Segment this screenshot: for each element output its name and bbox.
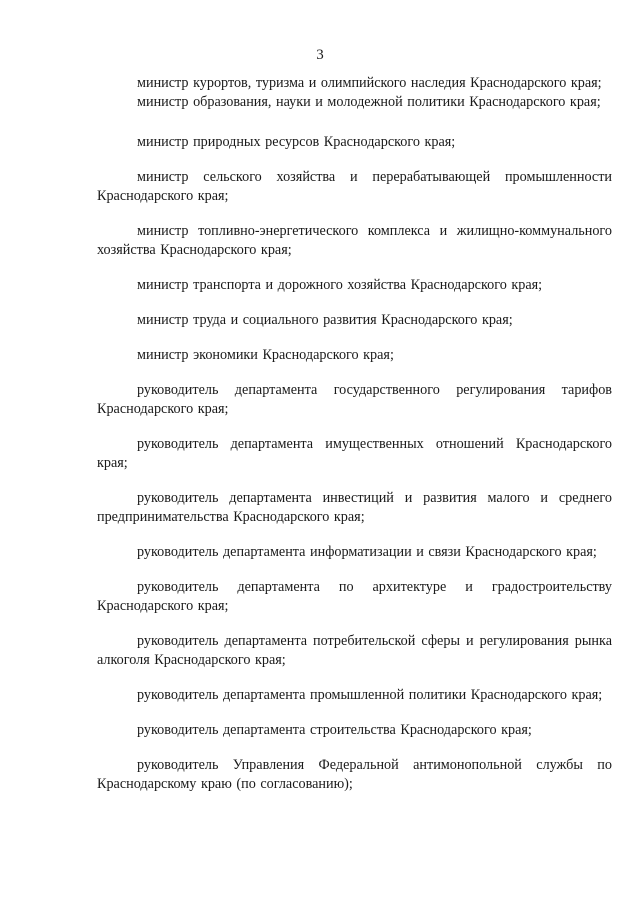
paragraph-5: министр топливно-энергетического комплекса и жилищно-коммунального хозяйства Краснодарского края; <box>97 223 612 258</box>
paragraph-9: руководитель департамента государственного регулирования тарифов Краснодарского края; <box>97 382 612 417</box>
paragraph-3: министр природных ресурсов Краснодарского края; <box>137 134 456 150</box>
paragraph-13: руководитель департамента по архитектуре и градостроительству Краснодарского края; <box>97 579 612 614</box>
paragraph-4: министр сельского хозяйства и перерабатывающей промышленности Краснодарского края; <box>97 169 612 204</box>
page-number: 3 <box>316 47 324 63</box>
paragraph-12: руководитель департамента информатизации и связи Краснодарского края; <box>137 544 597 560</box>
paragraph-7: министр труда и социального развития Краснодарского края; <box>137 312 513 328</box>
paragraph-17: руководитель Управления Федеральной антимонопольной службы по Краснодарскому краю (по согласованию); <box>97 757 612 792</box>
paragraph-15: руководитель департамента промышленной политики Краснодарского края; <box>137 687 603 703</box>
paragraph-11: руководитель департамента инвестиций и развития малого и среднего предпринимательства Краснодарского края; <box>97 490 612 525</box>
paragraph-6: министр транспорта и дорожного хозяйства Краснодарского края; <box>137 277 543 293</box>
paragraph-14: руководитель департамента потребительской сферы и регулирования рынка алкоголя Краснодарского края; <box>97 633 612 668</box>
paragraph-1: министр курортов, туризма и олимпийского наследия Краснодарского края; <box>137 75 602 91</box>
paragraph-16: руководитель департамента строительства Краснодарского края; <box>137 722 532 738</box>
paragraph-8: министр экономики Краснодарского края; <box>137 347 394 363</box>
paragraph-10: руководитель департамента имущественных отношений Краснодарского края; <box>97 436 612 471</box>
document-body <box>97 74 612 794</box>
paragraph-2: министр образования, науки и молодежной политики Краснодарского края; <box>137 94 601 110</box>
